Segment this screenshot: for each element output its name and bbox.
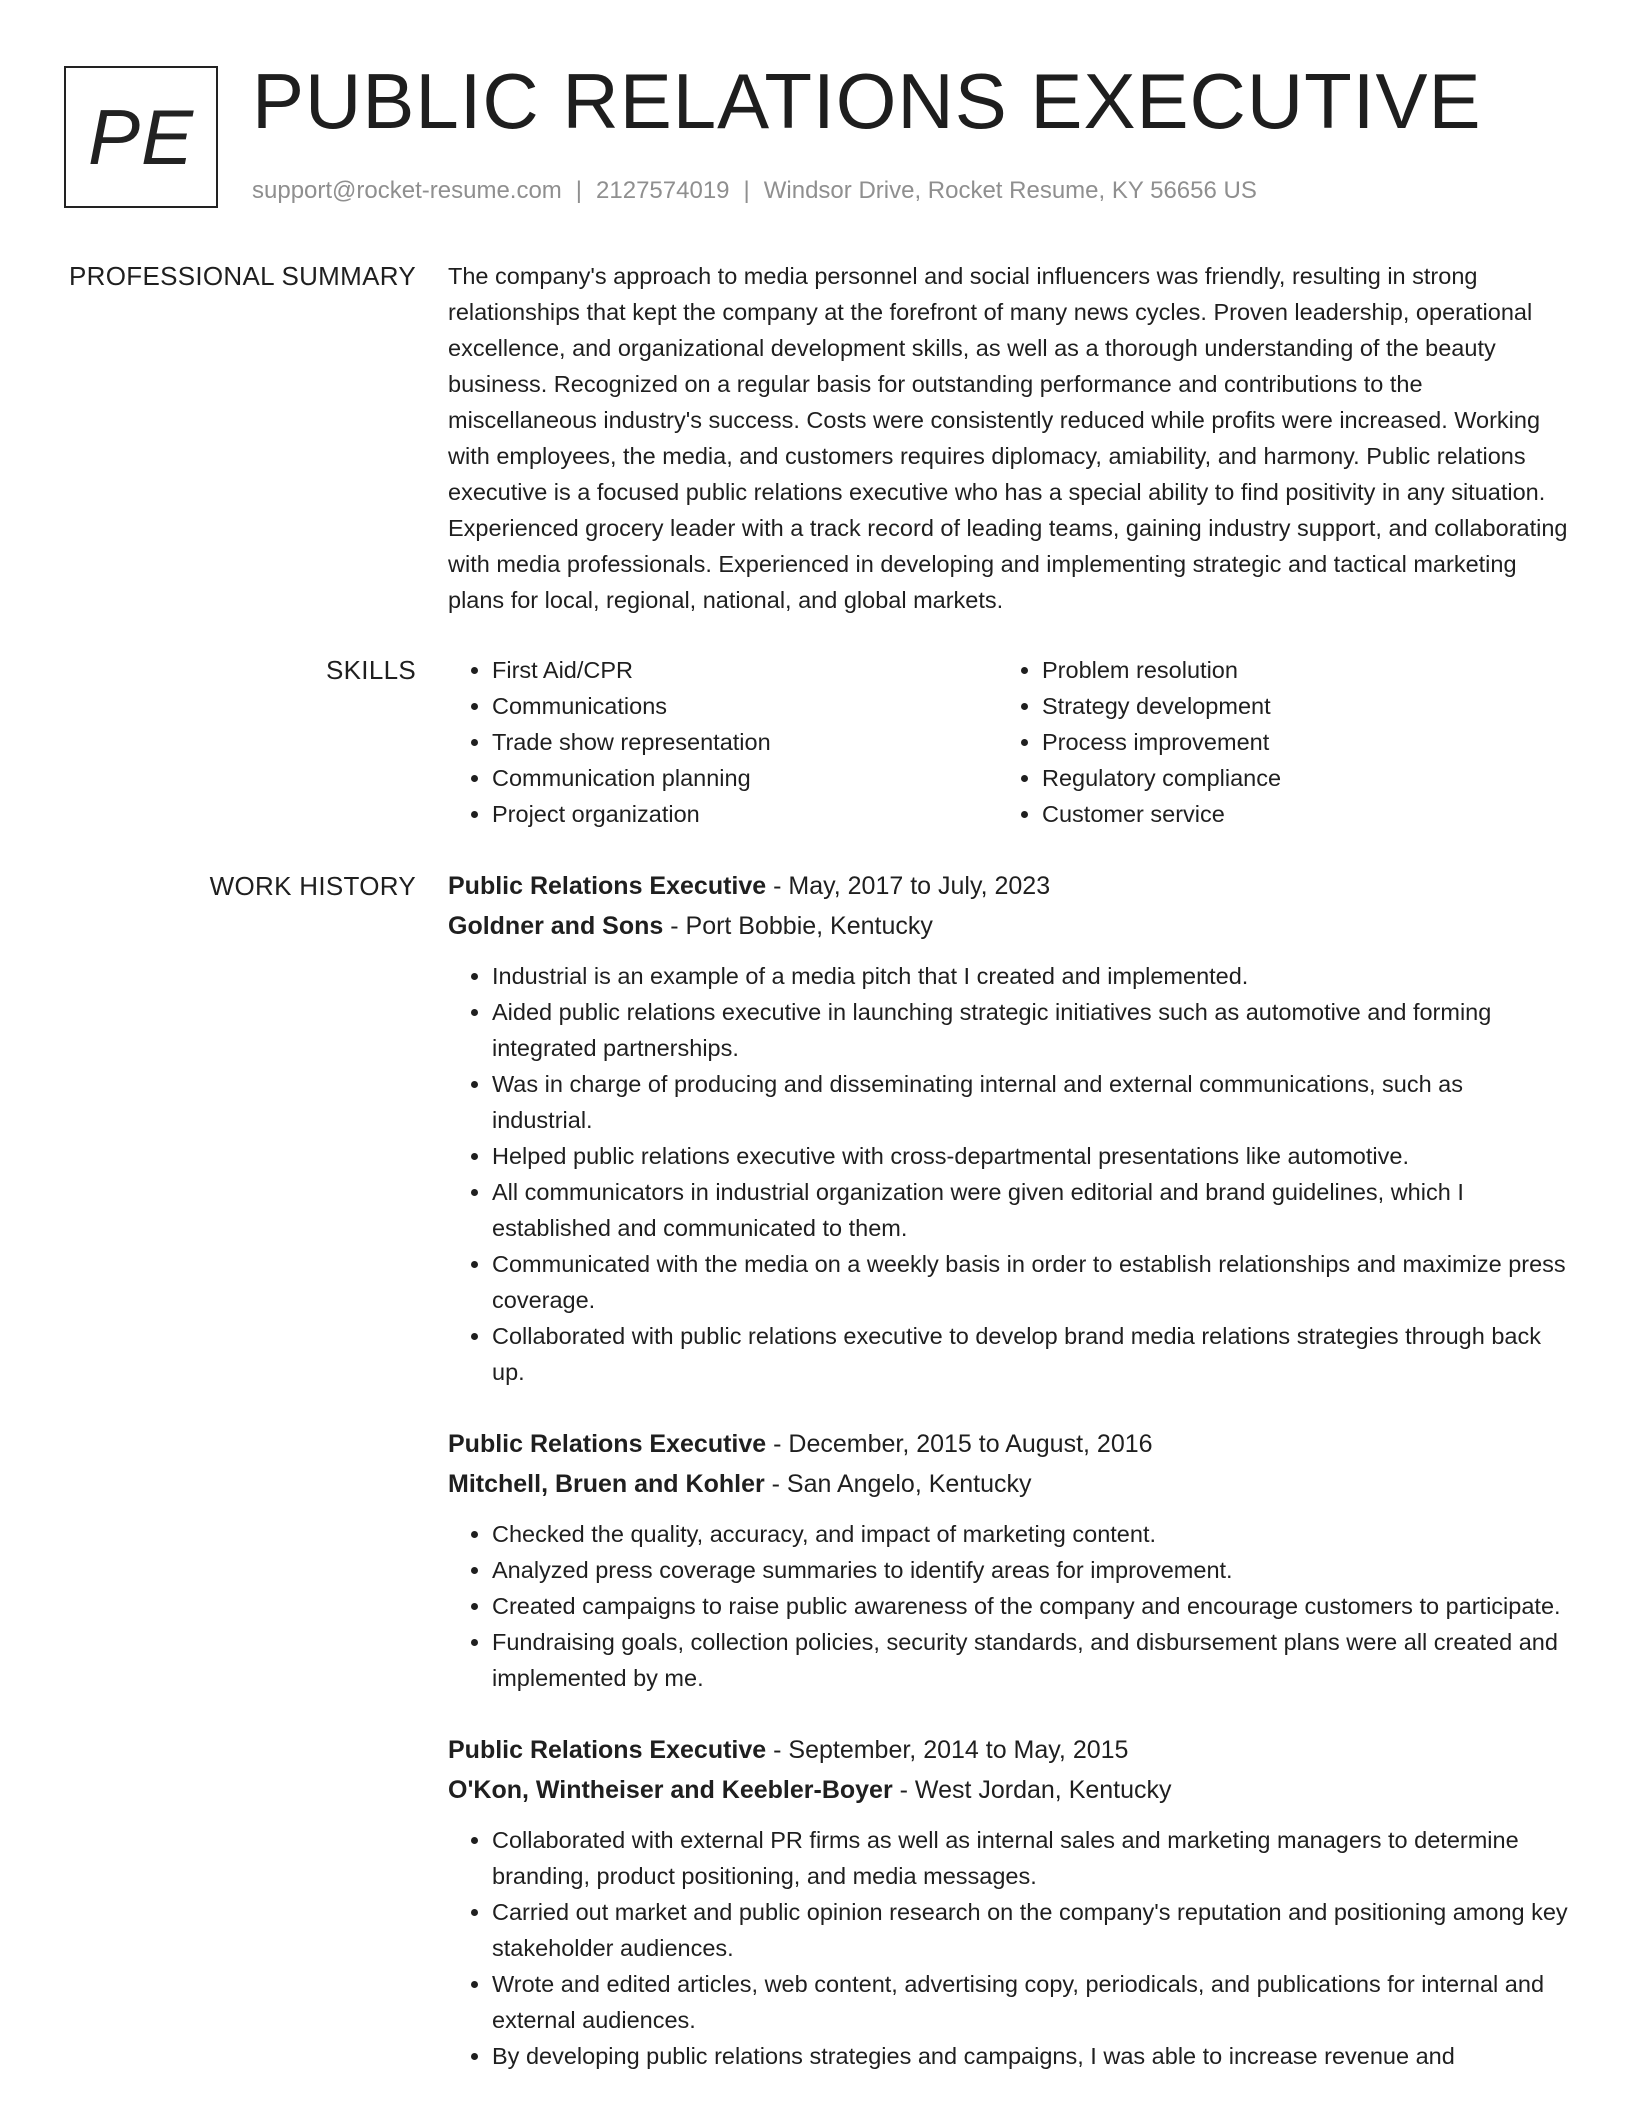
job-bullet: • Collaborated with public relations executive to develop brand media relations strategies through back up.	[492, 1318, 1568, 1390]
job-bullet: • All communicators in industrial organization were given editorial and brand guidelines, which I established and communicated to them.	[492, 1174, 1568, 1246]
jobs-list	[448, 866, 1568, 2108]
job-bullet: • Industrial is an example of a media pitch that I created and implemented.	[492, 958, 1568, 994]
skills-grid	[448, 652, 1568, 832]
job-company: Mitchell, Bruen and Kohler	[448, 1470, 765, 1498]
contact-separator: |	[743, 177, 750, 204]
monogram-logo: PE	[64, 66, 218, 208]
candidate-title: PUBLIC RELATIONS EXECUTIVE	[252, 57, 1482, 145]
skill-item: • Communication planning	[492, 760, 998, 796]
contact-email: support@rocket-resume.com	[252, 177, 562, 204]
skills-column-right	[998, 652, 1548, 832]
job-dates: - December, 2015 to August, 2016	[766, 1430, 1153, 1458]
job-role-line	[448, 1730, 1568, 1770]
job-location: - Port Bobbie, Kentucky	[663, 912, 933, 940]
skill-item: • Project organization	[492, 796, 998, 832]
job-company-line	[448, 1770, 1568, 1810]
job-company-line	[448, 1464, 1568, 1504]
job-role-line	[448, 1424, 1568, 1464]
skill-item: • Strategy development	[1042, 688, 1548, 724]
skill-item: • Communications	[492, 688, 998, 724]
skill-item: • Customer service	[1042, 796, 1548, 832]
job-role: Public Relations Executive	[448, 1736, 767, 1764]
job-location: - West Jordan, Kentucky	[892, 1776, 1172, 1804]
section-title-summary: PROFESSIONAL SUMMARY	[69, 261, 416, 291]
job-role: Public Relations Executive	[448, 1430, 767, 1458]
summary-body	[448, 258, 1568, 618]
skills-list-right	[998, 652, 1548, 832]
skill-item: • Problem resolution	[1042, 652, 1548, 688]
contact-line	[252, 174, 1257, 208]
job-location: - San Angelo, Kentucky	[764, 1470, 1032, 1498]
job-company: O'Kon, Wintheiser and Keebler-Boyer	[448, 1776, 893, 1804]
section-title-work: WORK HISTORY	[209, 871, 416, 901]
skills-body	[448, 652, 1568, 832]
job-entry	[448, 866, 1568, 1390]
job-bullet: • Wrote and edited articles, web content, advertising copy, periodicals, and publications for internal and external audiences.	[492, 1966, 1568, 2038]
contact-address: Windsor Drive, Rocket Resume, KY 56656 US	[763, 177, 1257, 204]
contact-phone: 2127574019	[596, 177, 730, 204]
job-bullet: • By developing public relations strategies and campaigns, I was able to increase revenue and	[492, 2038, 1568, 2074]
job-dates: - May, 2017 to July, 2023	[766, 872, 1051, 900]
contact-separator: |	[575, 177, 583, 204]
skills-list-left	[448, 652, 998, 832]
job-bullets	[448, 1822, 1568, 2074]
job-bullet: • Carried out market and public opinion research on the company's reputation and positioning among key stakeholder audiences.	[492, 1894, 1568, 1966]
skill-item: • Process improvement	[1042, 724, 1548, 760]
skill-item: • First Aid/CPR	[492, 652, 998, 688]
section-title-skills: SKILLS	[326, 655, 416, 685]
job-bullet: • Collaborated with external PR firms as well as internal sales and marketing managers to determine branding, product positioning, and media messages.	[492, 1822, 1568, 1894]
job-bullet: • Was in charge of producing and disseminating internal and external communications, such as industrial.	[492, 1066, 1568, 1138]
skills-column-left	[448, 652, 998, 832]
job-bullet: • Created campaigns to raise public awareness of the company and encourage customers to participate.	[492, 1588, 1568, 1624]
job-bullet: • Helped public relations executive with cross-departmental presentations like automotive.	[492, 1138, 1568, 1174]
skill-item: • Regulatory compliance	[1042, 760, 1548, 796]
job-role-line	[448, 866, 1568, 906]
job-bullet: • Analyzed press coverage summaries to identify areas for improvement.	[492, 1552, 1568, 1588]
job-entry	[448, 1424, 1568, 1696]
job-company-line	[448, 906, 1568, 946]
job-bullet: • Checked the quality, accuracy, and impact of marketing content.	[492, 1516, 1568, 1552]
job-bullet: • Fundraising goals, collection policies, security standards, and disbursement plans were all created and implemented by me.	[492, 1624, 1568, 1696]
job-entry	[448, 1730, 1568, 2074]
summary-text: The company's approach to media personnel and social influencers was friendly, resulting in strong relationships that kept the company at the forefront of many news cycles. Proven leadership, operational excellence, and organizational development skills, as well as a thorough understanding of the beauty business. Recognized on a regular basis for outstanding performance and contributions to the miscellaneous industry's success. Costs were consistently reduced while profits were increased. Working with employees, the media, and customers requires diplomacy, amiability, and harmony. Public relations executive is a focused public relations executive who has a special ability to find positivity in any situation. Experienced grocery leader with a track record of leading teams, gaining industry support, and collaborating with media professionals. Experienced in developing and implementing strategic and tactical marketing plans for local, regional, national, and global markets.	[448, 263, 1568, 613]
job-bullets	[448, 958, 1568, 1390]
job-bullets	[448, 1516, 1568, 1696]
job-bullet: • Aided public relations executive in launching strategic initiatives such as automotive and forming integrated partnerships.	[492, 994, 1568, 1066]
job-bullet: • Communicated with the media on a weekly basis in order to establish relationships and maximize press coverage.	[492, 1246, 1568, 1318]
job-company: Goldner and Sons	[448, 912, 664, 940]
skill-item: • Trade show representation	[492, 724, 998, 760]
job-role: Public Relations Executive	[448, 872, 767, 900]
job-dates: - September, 2014 to May, 2015	[766, 1736, 1129, 1764]
